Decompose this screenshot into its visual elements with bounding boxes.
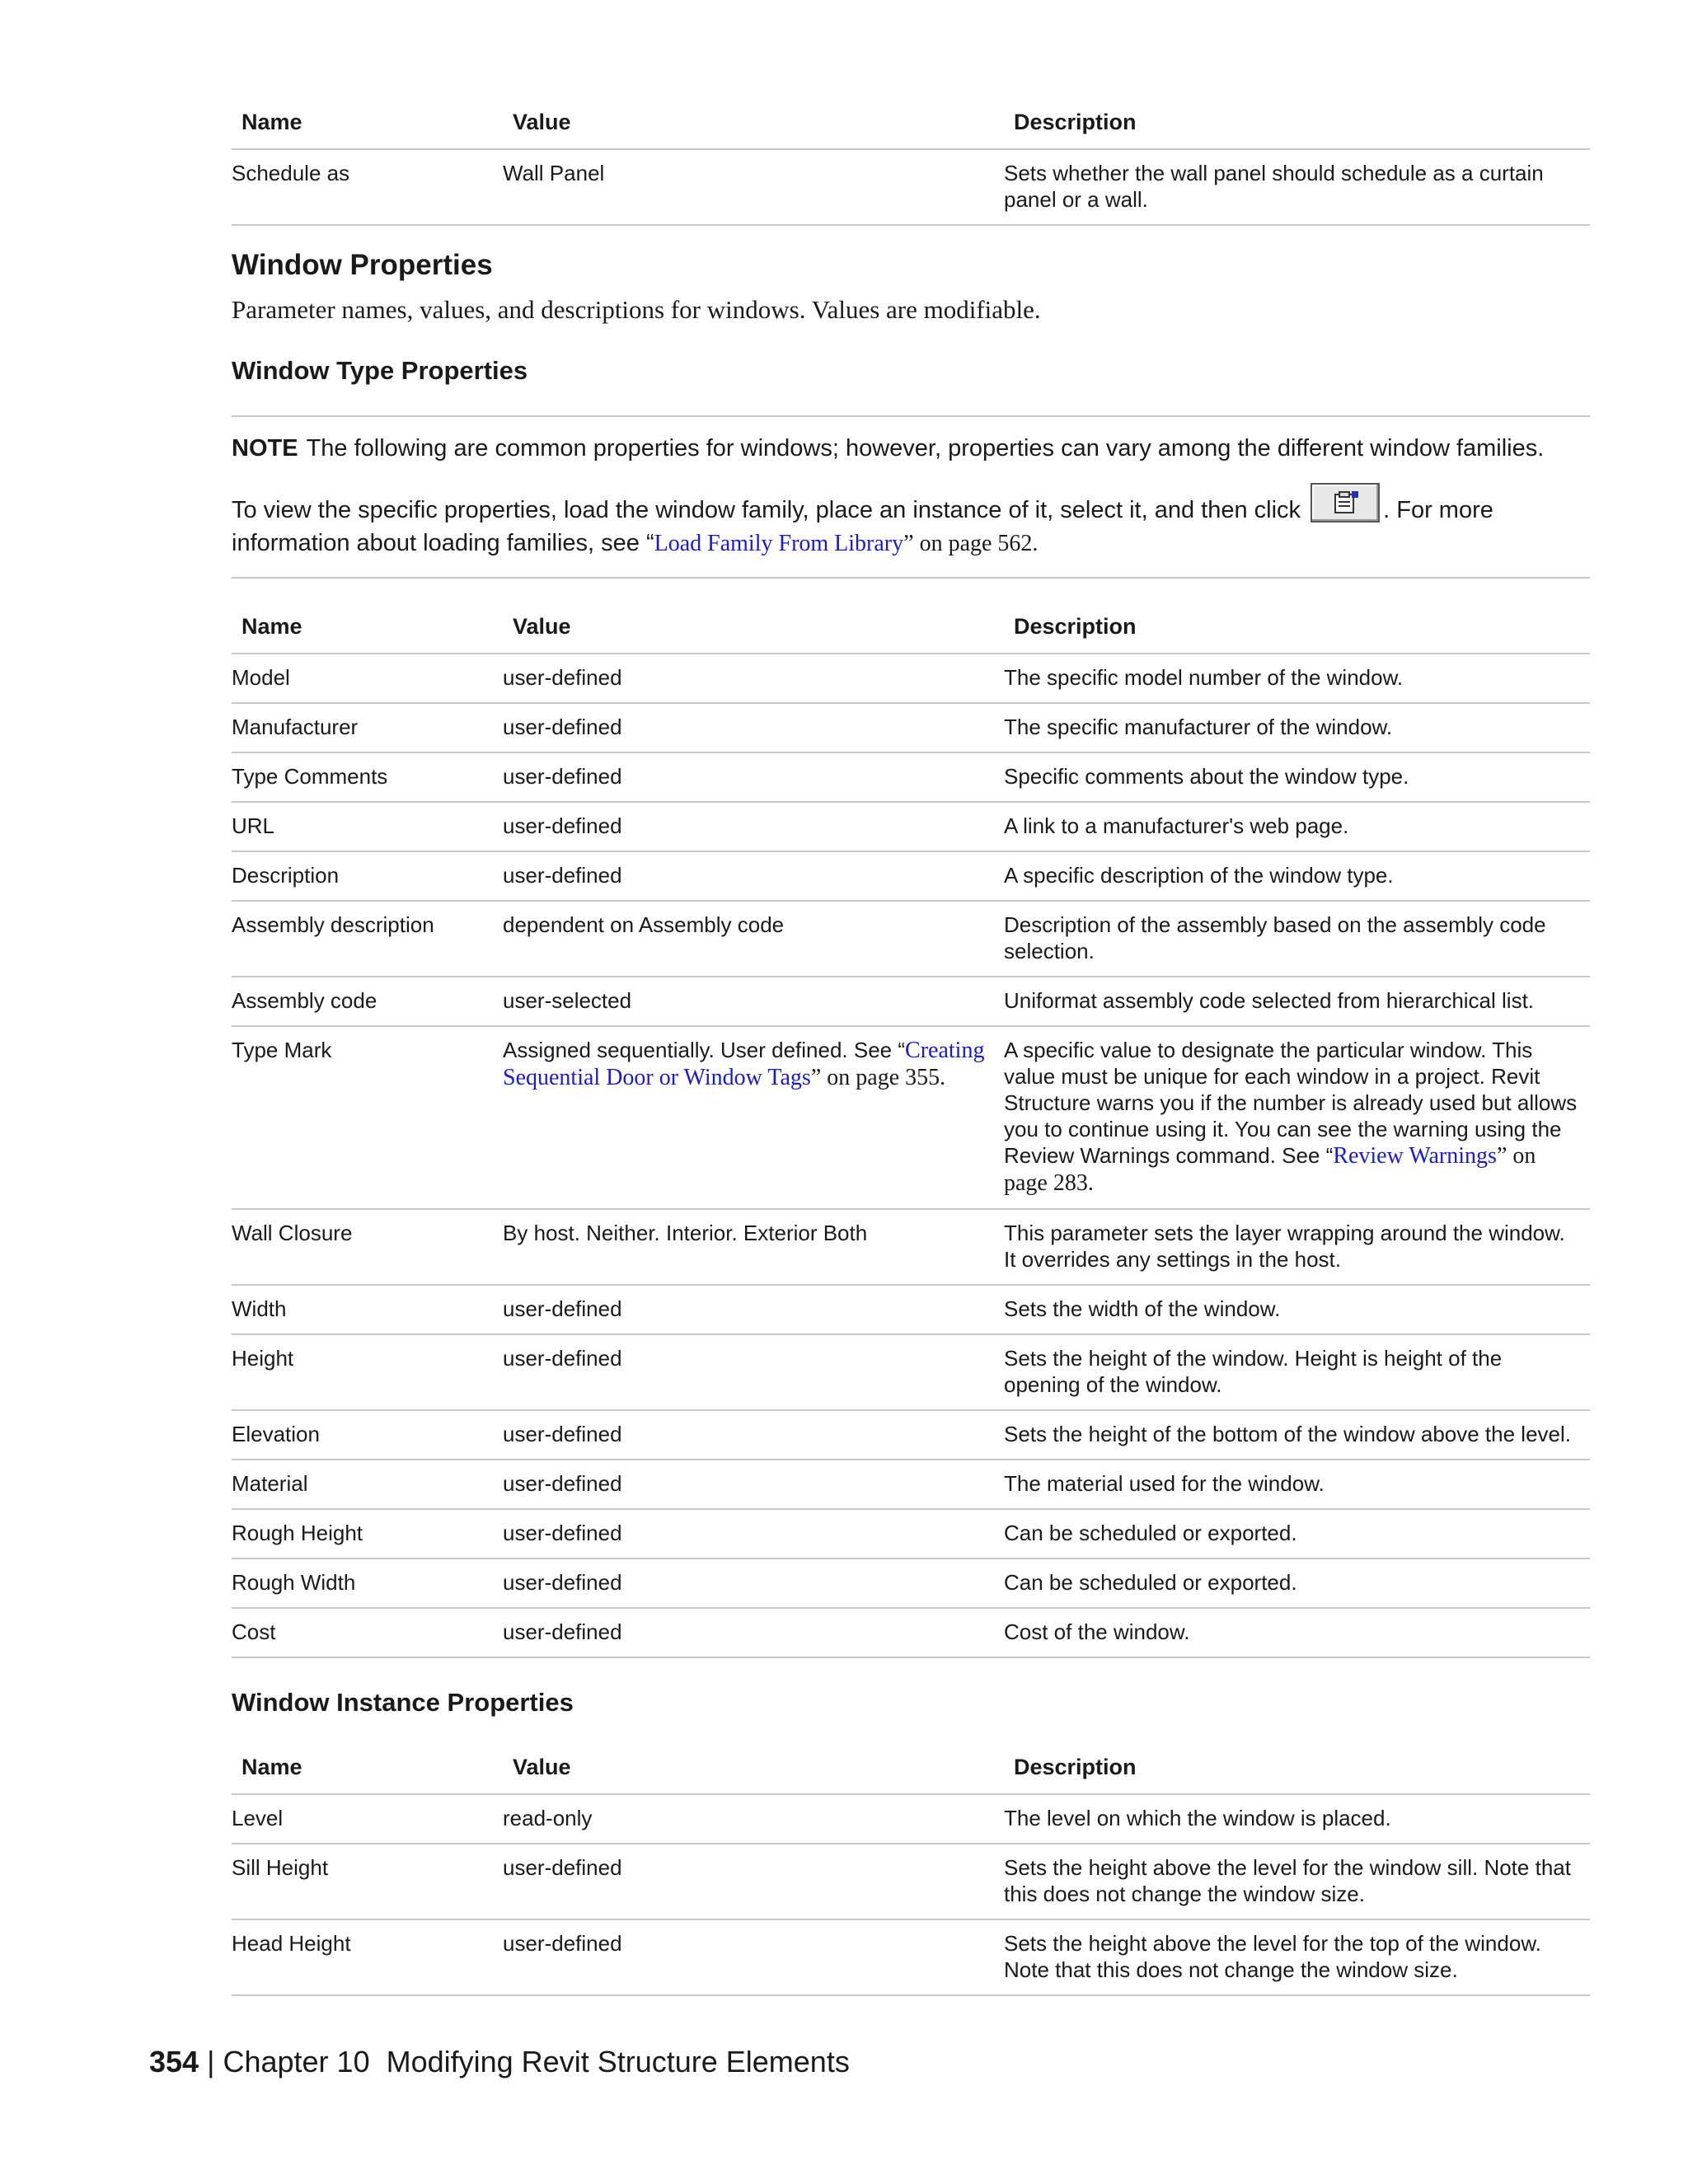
column-header-value: Value [503, 603, 1004, 654]
table-row [232, 1608, 1590, 1657]
cell-name: Schedule as [232, 149, 503, 225]
view-properties-paragraph [232, 483, 1590, 560]
view-text-end: ” on page 562. [903, 531, 1039, 556]
cell-name: Type Mark [232, 1026, 503, 1209]
cell-value: user-defined [503, 1608, 1004, 1657]
note-paragraph [232, 432, 1590, 465]
cell-description: Uniformat assembly code selected from hierarchical list. [1004, 977, 1590, 1026]
type-mark-desc-text: A specific value to designate the particular window. This value must be unique for each window in a project. Revit Structure warns you if the number is already used but allows you to continue using it. You can see the warning using the Review Warnings command. See “ [1004, 1038, 1578, 1168]
table-row [232, 1209, 1590, 1285]
table-row [232, 654, 1590, 703]
cell-name: Width [232, 1285, 503, 1334]
table-row [232, 1558, 1590, 1608]
table-row [232, 1026, 1590, 1209]
cell-name: Wall Closure [232, 1209, 503, 1285]
chapter-label: Chapter 10 [223, 2045, 370, 2079]
table-row [232, 752, 1590, 802]
table-row [232, 703, 1590, 752]
page-content [232, 99, 1590, 1996]
window-type-properties-table [232, 603, 1590, 1658]
table-row [232, 1509, 1590, 1558]
cell-description: The level on which the window is placed. [1004, 1794, 1590, 1844]
wall-panel-table [232, 99, 1590, 226]
column-header-value: Value [503, 99, 1004, 149]
cell-value: By host. Neither. Interior. Exterior Both [503, 1209, 1004, 1285]
cell-value: user-defined [503, 654, 1004, 703]
table-header-row [232, 99, 1590, 149]
table-row [232, 851, 1590, 901]
cell-description: This parameter sets the layer wrapping around the window. It overrides any settings in the host. [1004, 1209, 1590, 1285]
cell-name: Head Height [232, 1919, 503, 1995]
table-row [232, 1844, 1590, 1919]
column-header-description: Description [1004, 1744, 1590, 1794]
cell-description: A specific description of the window type. [1004, 851, 1590, 901]
cell-value: read-only [503, 1794, 1004, 1844]
cell-value: user-defined [503, 851, 1004, 901]
cell-description: A link to a manufacturer's web page. [1004, 802, 1590, 851]
type-mark-value-text: Assigned sequentially. User defined. See “ [503, 1038, 906, 1062]
view-text-before: To view the specific properties, load the window family, place an instance of it, select it, and then click [232, 497, 1301, 523]
note-block [232, 415, 1590, 579]
cell-description: Specific comments about the window type. [1004, 752, 1590, 802]
cell-value: user-defined [503, 1844, 1004, 1919]
cell-name: Material [232, 1460, 503, 1509]
load-family-link[interactable]: Load Family From Library [654, 531, 904, 556]
review-warnings-link[interactable]: Review Warnings [1333, 1143, 1497, 1169]
cell-name: Elevation [232, 1410, 503, 1460]
cell-name: Model [232, 654, 503, 703]
cell-value: user-defined [503, 752, 1004, 802]
cell-value: user-defined [503, 1919, 1004, 1995]
cell-value [503, 1026, 1004, 1209]
cell-description: Sets the height above the level for the window sill. Note that this does not change the window size. [1004, 1844, 1590, 1919]
cell-description: Can be scheduled or exported. [1004, 1558, 1590, 1608]
table-row [232, 1794, 1590, 1844]
cell-value: user-defined [503, 1509, 1004, 1558]
cell-description: Sets the width of the window. [1004, 1285, 1590, 1334]
properties-icon [1311, 483, 1380, 523]
table-row [232, 149, 1590, 225]
cell-description [1004, 1026, 1590, 1209]
cell-name: Assembly code [232, 977, 503, 1026]
cell-description: The material used for the window. [1004, 1460, 1590, 1509]
table-row [232, 901, 1590, 977]
page-footer [149, 2044, 850, 2080]
cell-value: user-defined [503, 1285, 1004, 1334]
window-type-properties-heading: Window Type Properties [232, 356, 528, 385]
cell-value: user-defined [503, 703, 1004, 752]
cell-name: Level [232, 1794, 503, 1844]
column-header-name: Name [232, 603, 503, 654]
cell-name: Description [232, 851, 503, 901]
cell-name: Manufacturer [232, 703, 503, 752]
column-header-description: Description [1004, 99, 1590, 149]
cell-name: Rough Width [232, 1558, 503, 1608]
cell-name: Height [232, 1334, 503, 1410]
cell-description: Cost of the window. [1004, 1608, 1590, 1657]
column-header-value: Value [503, 1744, 1004, 1794]
cell-value: user-selected [503, 977, 1004, 1026]
window-instance-properties-heading: Window Instance Properties [232, 1688, 574, 1717]
window-properties-intro: Parameter names, values, and descriptions for windows. Values are modifiable. [232, 295, 1041, 324]
cell-value: user-defined [503, 1334, 1004, 1410]
cell-value: user-defined [503, 1460, 1004, 1509]
table-row [232, 1460, 1590, 1509]
table-row [232, 1285, 1590, 1334]
cell-description: Sets the height above the level for the top of the window. Note that this does not change the window size. [1004, 1919, 1590, 1995]
table-row [232, 1334, 1590, 1410]
column-header-name: Name [232, 1744, 503, 1794]
column-header-name: Name [232, 99, 503, 149]
type-mark-desc-page: ” on page 283. [1004, 1143, 1536, 1196]
cell-name: Rough Height [232, 1509, 503, 1558]
footer-separator: | [207, 2045, 215, 2079]
window-properties-heading: Window Properties [232, 249, 493, 281]
cell-description: Can be scheduled or exported. [1004, 1509, 1590, 1558]
cell-name: Cost [232, 1608, 503, 1657]
column-header-description: Description [1004, 603, 1590, 654]
table-row [232, 1919, 1590, 1995]
cell-value: user-defined [503, 1558, 1004, 1608]
note-text: The following are common properties for windows; however, properties can vary among the different window families. [306, 435, 1545, 462]
table-row [232, 802, 1590, 851]
note-label: NOTE [232, 435, 298, 462]
table-header-row [232, 1744, 1590, 1794]
cell-name: URL [232, 802, 503, 851]
cell-description: Sets whether the wall panel should schedule as a curtain panel or a wall. [1004, 149, 1590, 225]
cell-name: Assembly description [232, 901, 503, 977]
cell-value: user-defined [503, 802, 1004, 851]
cell-value: user-defined [503, 1410, 1004, 1460]
cell-description: Description of the assembly based on the assembly code selection. [1004, 901, 1590, 977]
page-number: 354 [149, 2045, 199, 2079]
type-mark-value-page: ” on page 355. [810, 1065, 946, 1090]
cell-description: The specific manufacturer of the window. [1004, 703, 1590, 752]
creating-sequential-tags-link[interactable]: Creating Sequential Door or Window Tags [503, 1038, 985, 1090]
cell-name: Sill Height [232, 1844, 503, 1919]
cell-name: Type Comments [232, 752, 503, 802]
cell-description: Sets the height of the window. Height is height of the opening of the window. [1004, 1334, 1590, 1410]
table-header-row [232, 603, 1590, 654]
table-row [232, 1410, 1590, 1460]
window-instance-properties-table [232, 1744, 1590, 1996]
chapter-title: Modifying Revit Structure Elements [386, 2045, 850, 2079]
view-text-after: . For more information about loading families, see “ [232, 497, 1493, 556]
cell-value: Wall Panel [503, 149, 1004, 225]
cell-description: The specific model number of the window. [1004, 654, 1590, 703]
table-row [232, 977, 1590, 1026]
cell-value: dependent on Assembly code [503, 901, 1004, 977]
cell-description: Sets the height of the bottom of the window above the level. [1004, 1410, 1590, 1460]
